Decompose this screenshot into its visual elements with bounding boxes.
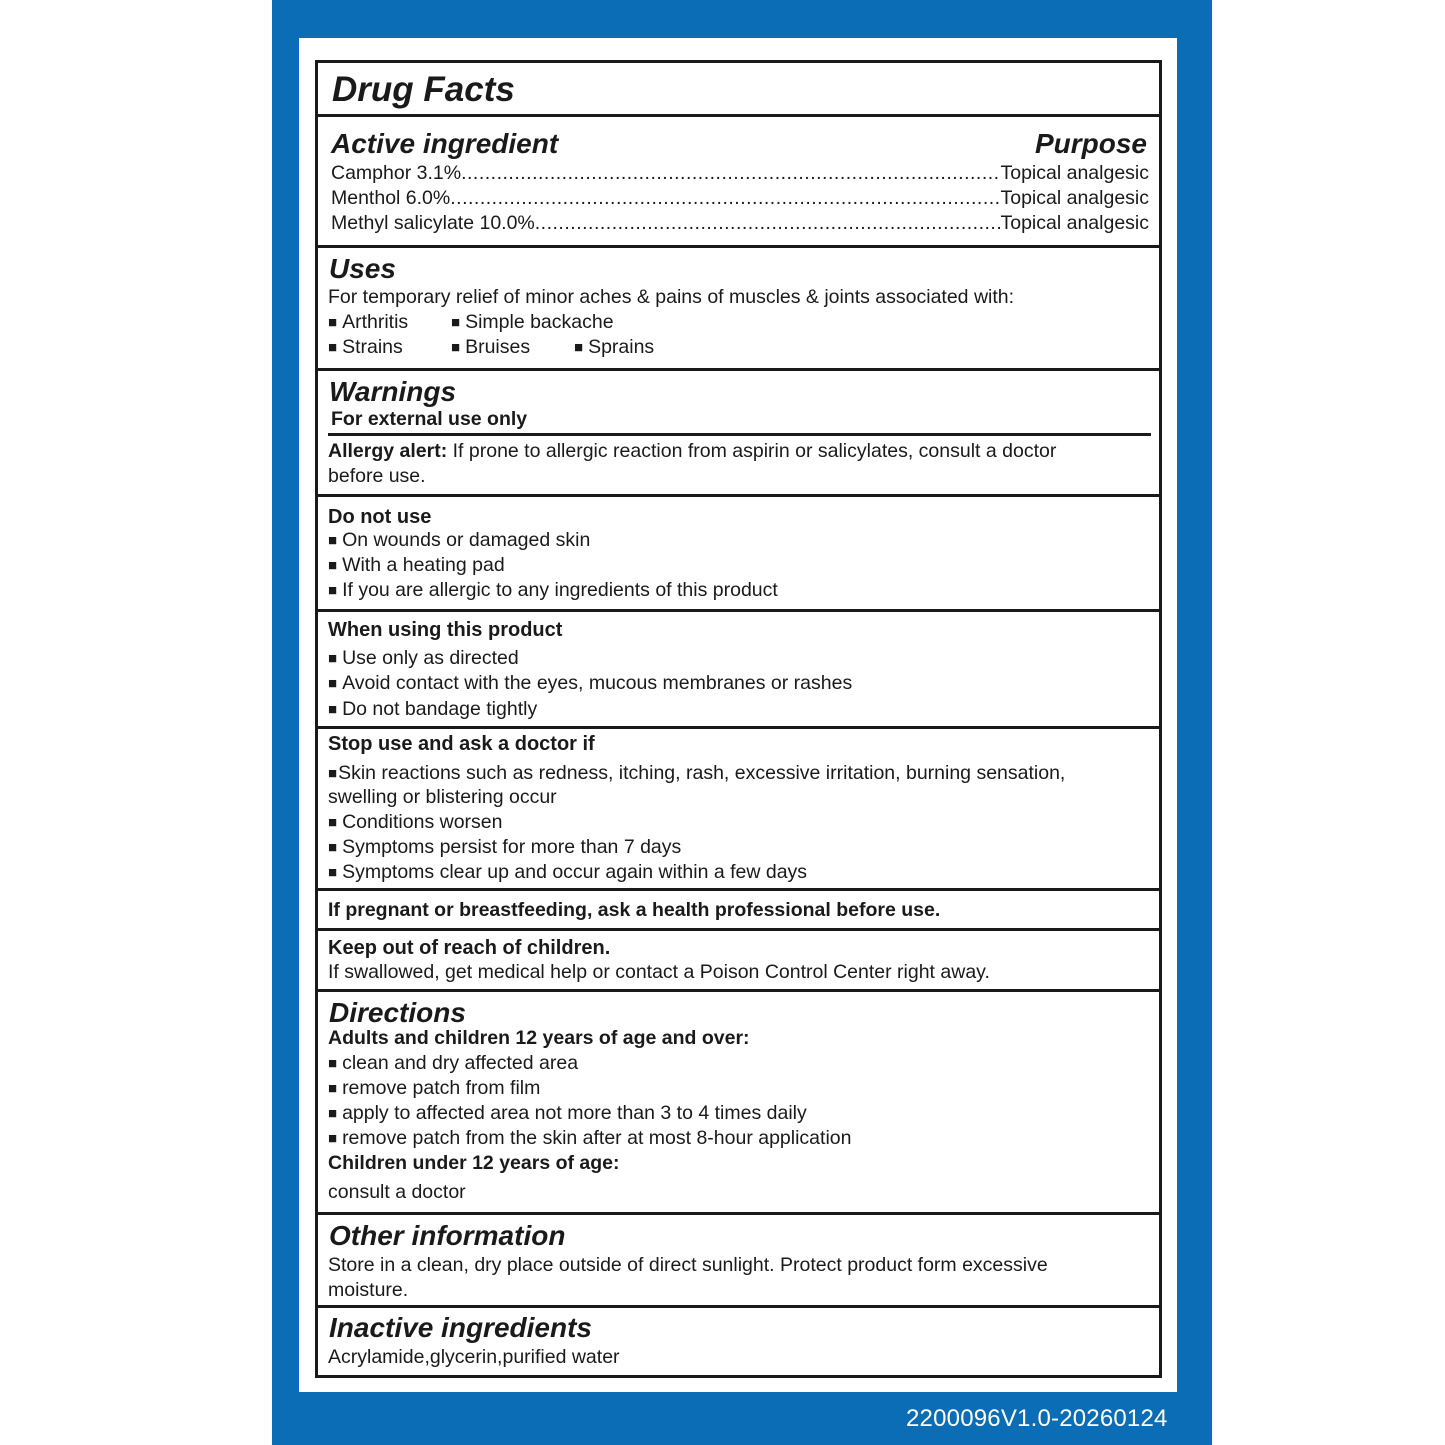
ingredient-name: Camphor 3.1% <box>331 162 462 184</box>
stop-use-heading: Stop use and ask a doctor if <box>328 733 595 755</box>
use-item: ■ Arthritis <box>328 310 408 336</box>
divider <box>328 433 1151 436</box>
allergy-alert-text-cont: before use. <box>328 465 426 487</box>
pregnancy-warning: If pregnant or breastfeeding, ask a health professional before use. <box>328 899 941 921</box>
use-item: ■ Sprains <box>574 335 654 361</box>
directions-section <box>318 992 1159 1215</box>
do-not-use-item: ■ On wounds or damaged skin <box>328 528 590 554</box>
stop-use-section <box>318 729 1159 891</box>
ingredient-row <box>331 161 1149 185</box>
directions-adults-label: Adults and children 12 years of age and over: <box>328 1027 750 1049</box>
ingredient-purpose: Topical analgesic <box>1000 212 1149 234</box>
drug-facts-header <box>318 63 1159 117</box>
use-item: ■ Simple backache <box>451 310 614 336</box>
when-using-section <box>318 612 1159 729</box>
use-item: ■ Bruises <box>451 335 530 361</box>
active-ingredient-heading: Active ingredient <box>331 128 559 159</box>
inactive-ingredients-heading: Inactive ingredients <box>329 1312 592 1343</box>
stop-use-item: ■ Symptoms persist for more than 7 days <box>328 835 681 861</box>
allergy-alert-text: If prone to allergic reaction from aspirin or salicylates, consult a doctor <box>447 440 1057 462</box>
ingredient-row <box>331 211 1149 235</box>
directions-item: ■ remove patch from film <box>328 1076 540 1102</box>
when-using-heading: When using this product <box>328 619 563 641</box>
active-ingredient-section <box>318 117 1159 248</box>
stop-use-item: ■ Symptoms clear up and occur again within a few days <box>328 860 807 886</box>
other-information-text-cont: moisture. <box>328 1279 409 1301</box>
do-not-use-section <box>318 497 1159 612</box>
leader-dots <box>450 186 1000 210</box>
pregnancy-warning-section <box>318 891 1159 931</box>
do-not-use-heading: Do not use <box>328 506 432 528</box>
keep-out-section <box>318 931 1159 992</box>
use-item: ■ Strains <box>328 335 403 361</box>
lot-code: 2200096V1.0-20260124 <box>906 1405 1168 1432</box>
directions-item: ■ clean and dry affected area <box>328 1051 578 1077</box>
directions-item: ■ apply to affected area not more than 3 to 4 times daily <box>328 1101 807 1127</box>
ingredient-name: Methyl salicylate 10.0% <box>331 212 535 234</box>
ingredient-row <box>331 186 1149 210</box>
directions-children-label: Children under 12 years of age: <box>328 1152 620 1174</box>
directions-item: ■ remove patch from the skin after at most 8-hour application <box>328 1126 851 1152</box>
inactive-ingredients-section <box>318 1308 1159 1375</box>
directions-heading: Directions <box>329 997 466 1028</box>
drug-facts-title: Drug Facts <box>332 70 515 109</box>
ingredient-purpose: Topical analgesic <box>1000 187 1149 209</box>
uses-section <box>318 248 1159 371</box>
drug-facts-box <box>315 60 1162 1378</box>
leader-dots <box>461 161 1000 185</box>
other-information-section <box>318 1215 1159 1308</box>
stop-use-item: ■ Skin reactions such as redness, itching, rash, excessive irritation, burning sensation, <box>328 761 1065 787</box>
allergy-alert-label: Allergy alert: <box>328 440 448 462</box>
other-information-text: Store in a clean, dry place outside of direct sunlight. Protect product form excessive <box>328 1254 1048 1276</box>
keep-out-heading: Keep out of reach of children. <box>328 937 611 959</box>
external-use-label: For external use only <box>331 408 528 430</box>
when-using-item: ■ Avoid contact with the eyes, mucous membranes or rashes <box>328 671 852 697</box>
uses-intro: For temporary relief of minor aches & pains of muscles & joints associated with: <box>328 286 1015 308</box>
when-using-item: ■ Use only as directed <box>328 646 519 672</box>
do-not-use-item: ■ If you are allergic to any ingredients of this product <box>328 578 778 604</box>
directions-children-text: consult a doctor <box>328 1181 466 1203</box>
inactive-ingredients-text: Acrylamide,glycerin,purified water <box>328 1346 620 1368</box>
stop-use-item-cont: swelling or blistering occur <box>328 786 557 808</box>
warnings-section <box>318 371 1159 497</box>
allergy-alert <box>328 439 1056 463</box>
other-information-heading: Other information <box>329 1220 566 1251</box>
do-not-use-item: ■ With a heating pad <box>328 553 505 579</box>
purpose-heading: Purpose <box>1034 128 1147 159</box>
warnings-heading: Warnings <box>329 376 457 407</box>
leader-dots <box>535 211 1001 235</box>
uses-heading: Uses <box>329 253 396 284</box>
ingredient-name: Menthol 6.0% <box>331 187 451 209</box>
when-using-item: ■ Do not bandage tightly <box>328 697 537 723</box>
stop-use-item: ■ Conditions worsen <box>328 810 502 836</box>
ingredient-purpose: Topical analgesic <box>1000 162 1149 184</box>
keep-out-text: If swallowed, get medical help or contact a Poison Control Center right away. <box>328 961 990 983</box>
